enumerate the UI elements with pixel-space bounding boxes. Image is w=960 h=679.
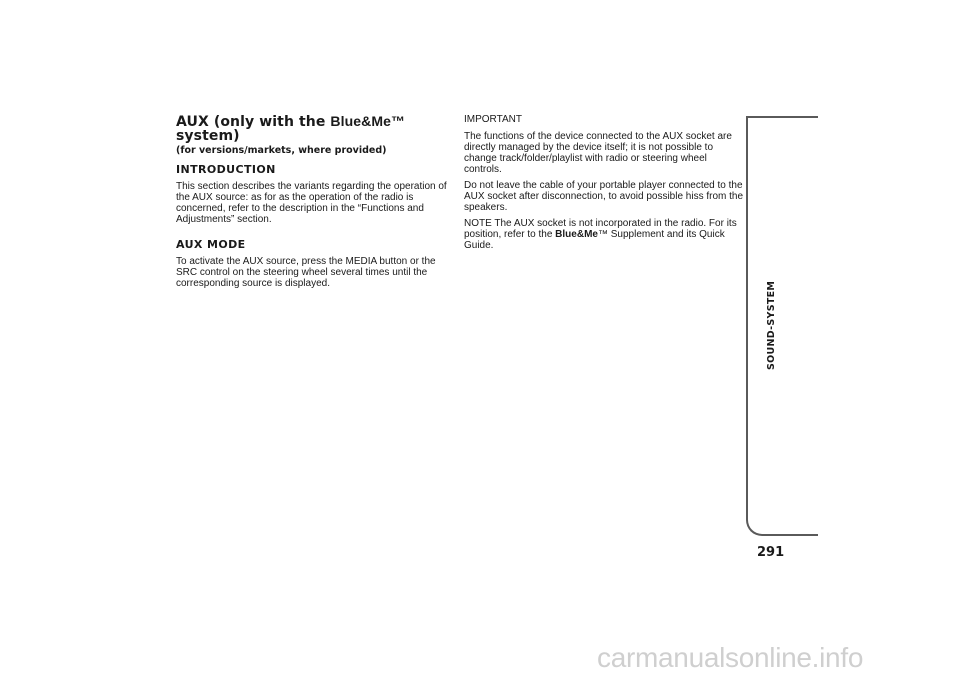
introduction-heading: INTRODUCTION	[176, 163, 276, 176]
note-text	[464, 218, 746, 251]
important-label: IMPORTANT	[464, 114, 522, 125]
page-number: 291	[757, 545, 785, 560]
note-brand: Blue&Me	[555, 229, 598, 240]
section-title	[176, 114, 458, 143]
left-column	[176, 114, 458, 295]
note-prefix: NOTE The AUX socket is not incorporated in the radio. For its position, refer to the	[464, 218, 737, 240]
title-brand: Blue&Me™	[330, 113, 406, 129]
aux-mode-heading: AUX MODE	[176, 238, 246, 251]
section-subtitle: (for versions/markets, where provided)	[176, 145, 387, 156]
title-part1: AUX (only with the	[176, 114, 331, 130]
watermark-text: carmanualsonline.info	[597, 642, 864, 673]
sidebar-section-label: SOUND-SYSTEM	[766, 280, 777, 370]
note-suffix: ™ Supplement and its Quick Guide.	[464, 229, 725, 251]
title-part2: system)	[176, 128, 240, 144]
important-text-2: Do not leave the cable of your portable player connected to the AUX socket after disconnection, to avoid possible hiss from the speakers.	[464, 180, 744, 213]
right-column	[464, 114, 746, 256]
important-text-1: The functions of the device connected to the AUX socket are directly managed by the device itself; it is not possible to change track/folder/playlist with radio or steering wheel controls.	[464, 131, 732, 175]
section-sidebar-frame	[746, 118, 818, 536]
introduction-text: This section describes the variants regarding the operation of the AUX source: as for as the operation of the radio is concerned, refer to the description in the “Functions and Adjustments” section.	[176, 181, 447, 225]
aux-mode-text: To activate the AUX source, press the MEDIA button or the SRC control on the steering wheel several times until the corresponding source is displayed.	[176, 256, 436, 289]
